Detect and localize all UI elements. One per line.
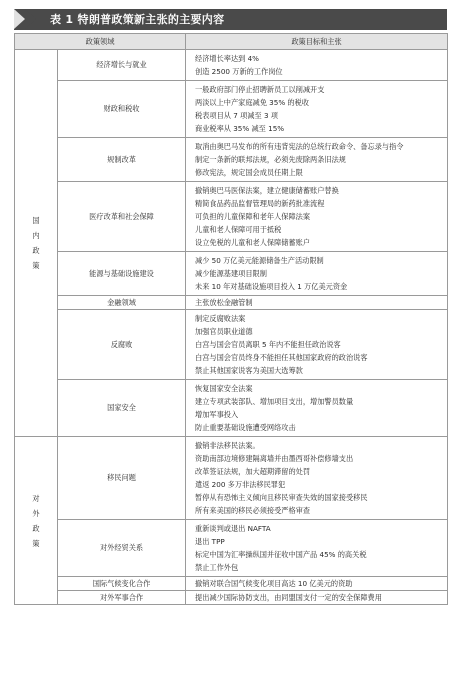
policy-item: 禁止工作外包 <box>195 563 239 572</box>
policy-items-cell <box>186 138 448 182</box>
policy-item: 税表项目从 7 项减至 3 项 <box>195 111 278 120</box>
table-row <box>15 437 448 520</box>
policy-item: 恢复国家安全法案 <box>195 384 253 393</box>
policy-item: 白宫与国会官员离职 5 年内不能担任政治说客 <box>195 340 341 349</box>
table-row <box>15 577 448 591</box>
policy-items-cell <box>186 50 448 81</box>
table-row <box>15 520 448 577</box>
policy-item: 白宫与国会官员终身不能担任其他国家政府的政治说客 <box>195 353 368 362</box>
policy-items-cell <box>186 252 448 296</box>
policy-item: 减少能源基建项目限制 <box>195 269 267 278</box>
policy-item: 设立免税的儿童和老人保障储蓄账户 <box>195 238 311 247</box>
policy-item: 所有来美国的移民必须接受严格审查 <box>195 506 311 515</box>
category-label: 国内政策 <box>32 216 40 270</box>
category-label: 对外政策 <box>32 493 40 548</box>
policy-item: 提出减少国际协防支出，由同盟国支付一定的安全保障费用 <box>195 593 382 602</box>
table-row <box>15 50 448 81</box>
policy-area-cell: 经济增长与就业 <box>58 50 186 81</box>
table-title-bar <box>14 9 447 30</box>
policy-item: 标定中国为汇率操纵国并征收中国产品 45% 的高关税 <box>195 550 367 559</box>
policy-items-cell <box>186 380 448 437</box>
policy-item: 两淡以上中产家庭减免 35% 的税收 <box>195 98 309 107</box>
policy-items-cell <box>186 182 448 252</box>
policy-item: 精简食品药品监督管理局的新药批准流程 <box>195 199 325 208</box>
policy-item: 遣返 200 多万非法移民罪犯 <box>195 480 286 489</box>
header-goals: 政策目标和主张 <box>186 34 448 50</box>
table-row <box>15 182 448 252</box>
policy-item: 制定一条新的联邦法规，必须先废除两条旧法规 <box>195 155 346 164</box>
policy-item: 减少 50 万亿美元能源储备生产活动限制 <box>195 256 324 265</box>
policy-item: 撤销对联合国气候变化项目高达 10 亿美元的资助 <box>195 579 353 588</box>
policy-item: 退出 TPP <box>195 537 225 546</box>
policy-area-cell: 国家安全 <box>58 380 186 437</box>
policy-item: 改革签证法规，加大超期滞留的处罚 <box>195 467 311 476</box>
table-row <box>15 380 448 437</box>
policy-item: 制定反腐败法案 <box>195 314 246 323</box>
policy-item: 加强官员职业道德 <box>195 327 253 336</box>
policy-area-cell: 规制改革 <box>58 138 186 182</box>
policy-item: 修改宪法，规定国会成员任期上限 <box>195 168 303 177</box>
policy-item: 增加军事投入 <box>195 410 239 419</box>
policy-item: 儿童和老人保障可用于抵税 <box>195 225 282 234</box>
policy-item: 防止重要基础设施遭受网络攻击 <box>195 423 296 432</box>
policy-area-cell: 能源与基础设施建设 <box>58 252 186 296</box>
policy-item: 建立专项武装部队、增加项目支出，增加警员数量 <box>195 397 354 406</box>
title-arrow-inner-icon <box>25 9 36 29</box>
policy-item: 主张放松金融管制 <box>195 298 253 307</box>
policy-item: 禁止其他国家说客为美国大选筹款 <box>195 366 303 375</box>
policy-item: 经济增长率达到 4% <box>195 54 260 63</box>
policy-table <box>14 33 448 605</box>
header-area: 政策领域 <box>15 34 186 50</box>
table-row <box>15 138 448 182</box>
policy-item: 暂停从有恐怖主义倾向且移民审查失效的国家接受移民 <box>195 493 368 502</box>
policy-area-cell: 财政和税收 <box>58 81 186 138</box>
table-title: 表 1 特朗普政策新主张的主要内容 <box>50 13 225 26</box>
policy-item: 撤销奥巴马医保法案，建立健康储蓄账户替换 <box>195 186 339 195</box>
policy-items-cell <box>186 520 448 577</box>
category-cell <box>15 437 58 605</box>
policy-item: 取消由奥巴马发布的所有违背宪法的总统行政命令、备忘录与指令 <box>195 142 404 151</box>
policy-items-cell <box>186 310 448 380</box>
title-arrow-icon <box>14 9 25 29</box>
policy-items-cell <box>186 591 448 605</box>
policy-items-cell <box>186 437 448 520</box>
policy-area-cell: 反腐败 <box>58 310 186 380</box>
policy-item: 一般政府部门停止招聘新员工以削减开支 <box>195 85 325 94</box>
policy-items-cell <box>186 81 448 138</box>
policy-item: 撤销非法移民法案。 <box>195 441 260 450</box>
policy-item: 可负担的儿童保障和老年人保障法案 <box>195 212 311 221</box>
table-header-row <box>15 34 448 50</box>
policy-item: 商业税率从 35% 减至 15% <box>195 124 285 133</box>
policy-area-cell: 金融领域 <box>58 296 186 310</box>
table-row <box>15 252 448 296</box>
policy-item: 资助南部边境修建隔离墙并由墨西哥补偿修墙支出 <box>195 454 354 463</box>
policy-item: 未来 10 年对基础设施项目投入 1 万亿美元资金 <box>195 282 348 291</box>
policy-area-cell: 对外经贸关系 <box>58 520 186 577</box>
table-row <box>15 81 448 138</box>
table-row <box>15 296 448 310</box>
policy-item: 重新谈判或退出 NAFTA <box>195 524 271 533</box>
table-row <box>15 591 448 605</box>
table-body <box>15 50 448 605</box>
policy-items-cell <box>186 577 448 591</box>
category-cell <box>15 50 58 437</box>
table-row <box>15 310 448 380</box>
policy-items-cell <box>186 296 448 310</box>
policy-area-cell: 医疗改革和社会保障 <box>58 182 186 252</box>
policy-area-cell: 移民问题 <box>58 437 186 520</box>
policy-area-cell: 国际气候变化合作 <box>58 577 186 591</box>
policy-item: 创造 2500 万新的工作岗位 <box>195 67 283 76</box>
policy-area-cell: 对外军事合作 <box>58 591 186 605</box>
